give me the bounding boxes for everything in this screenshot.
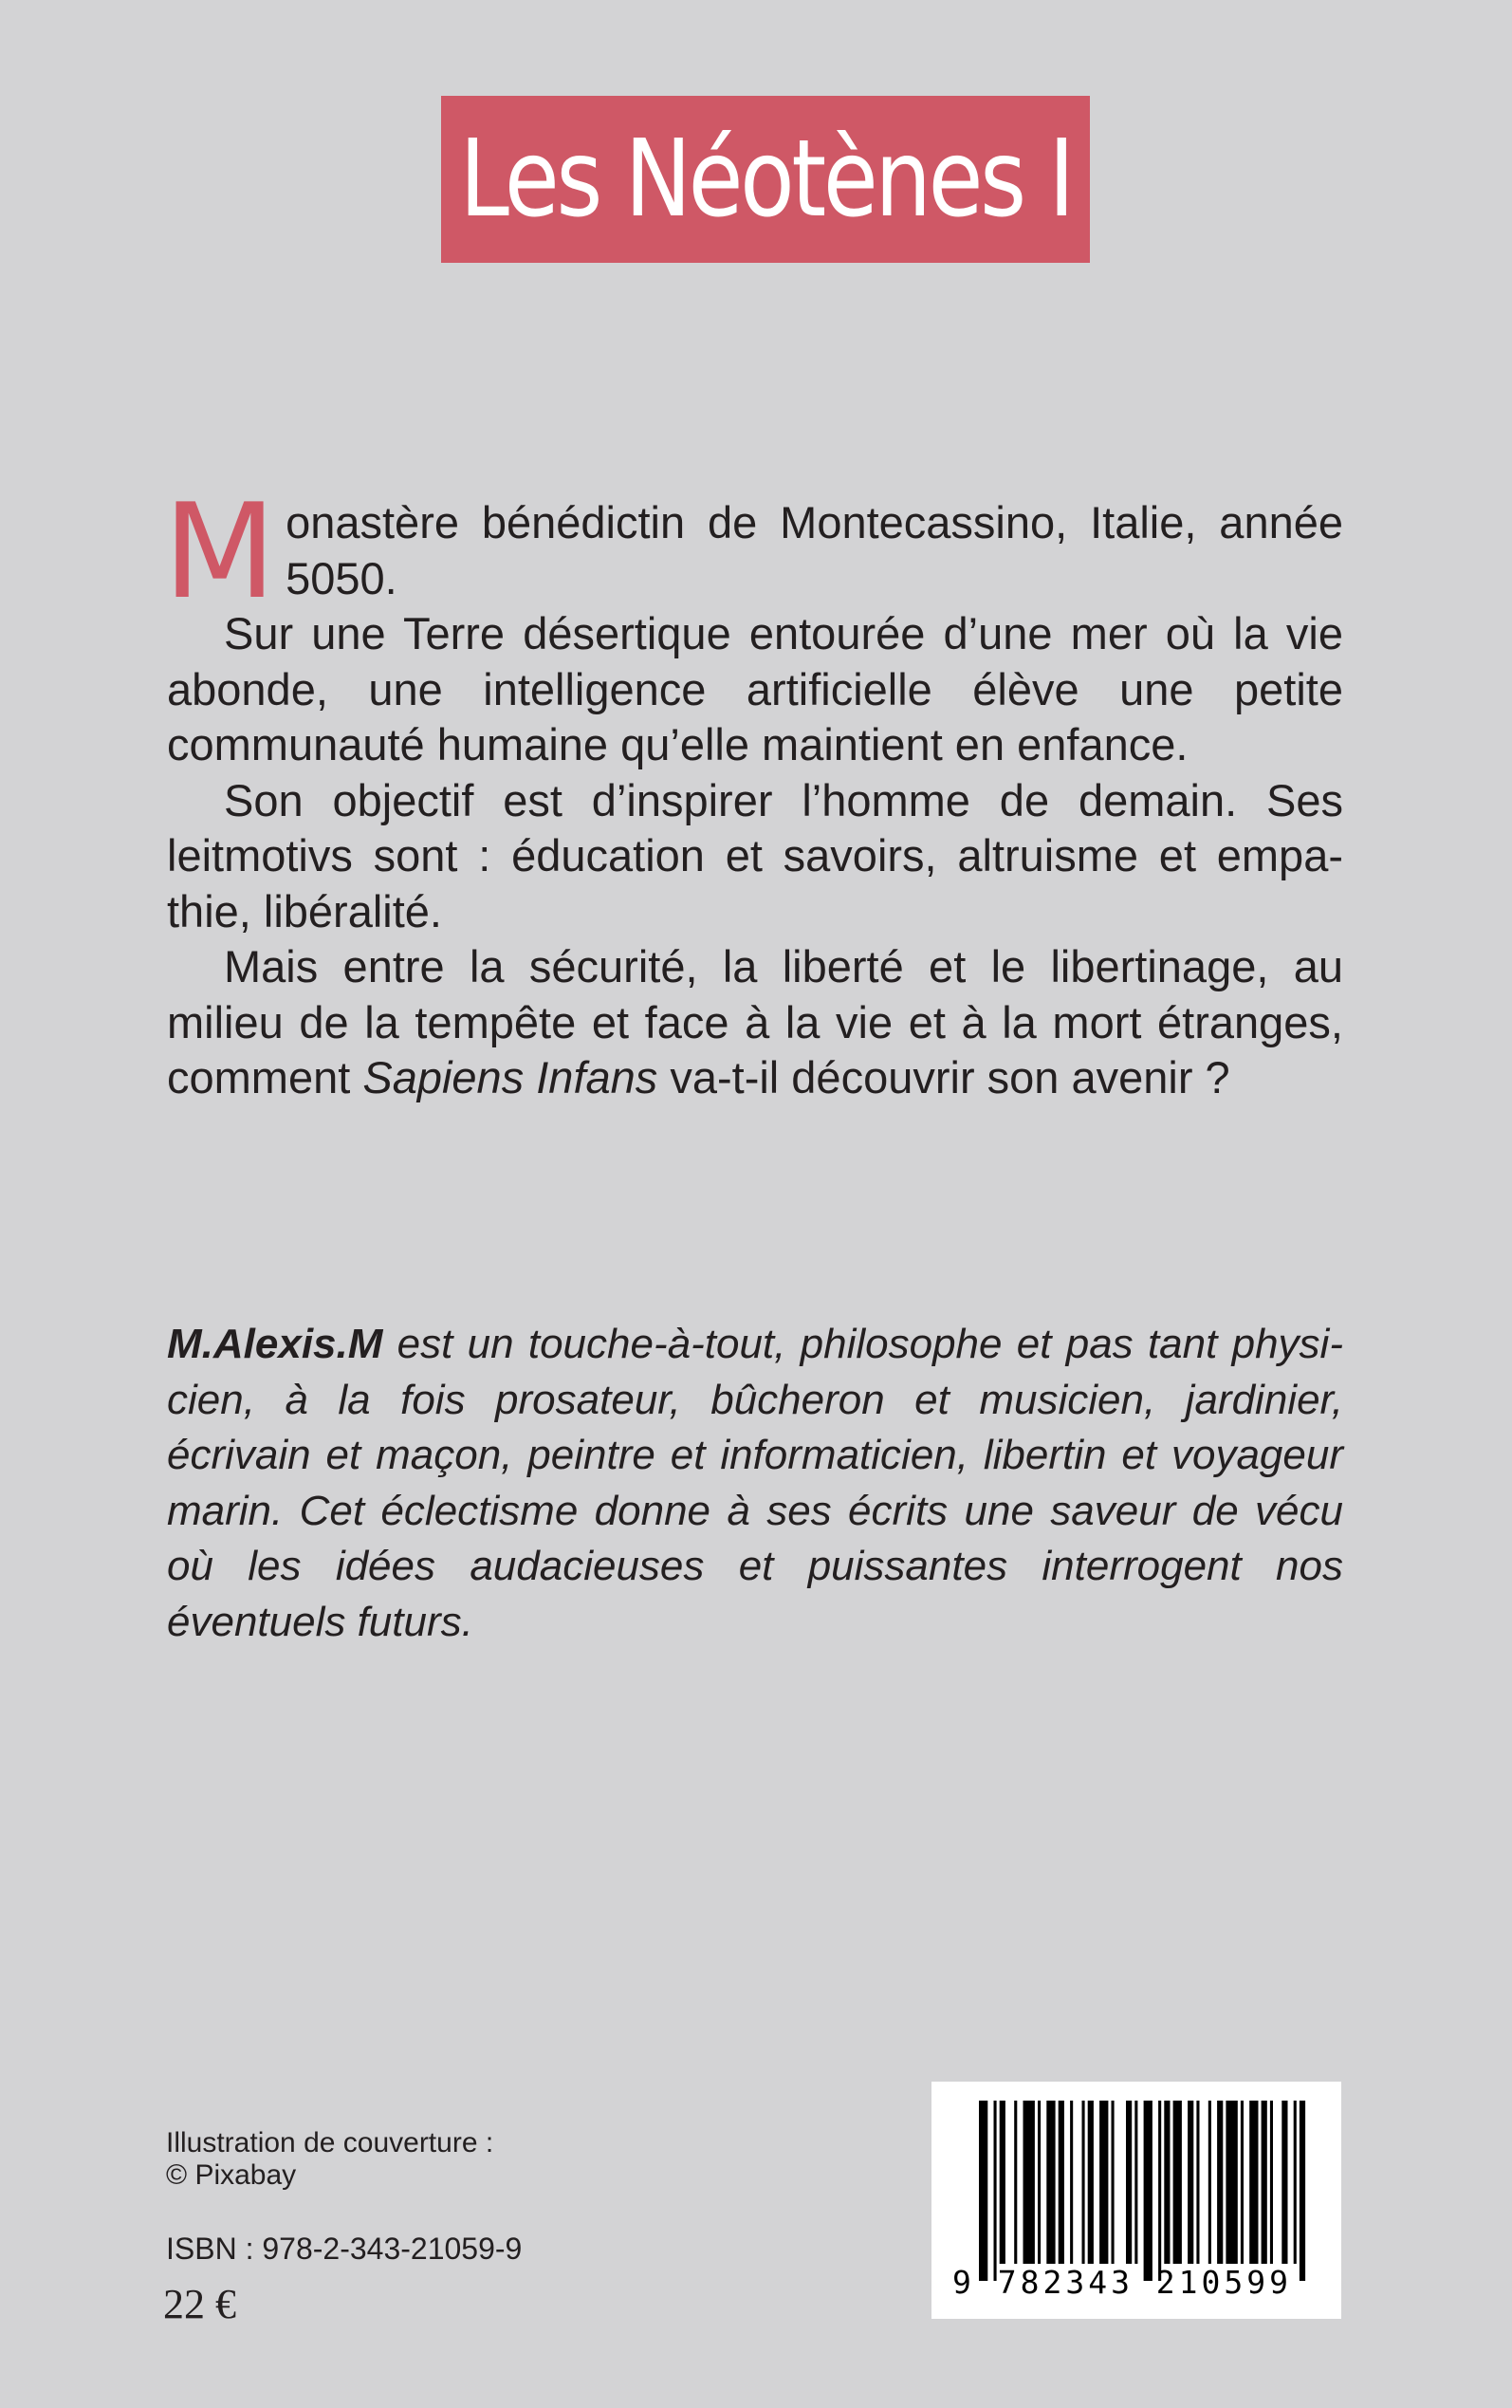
synopsis-paragraph-1-text: onastère bénédictin de Montecassino, Italie, année 5050. [286, 497, 1343, 603]
title-banner [441, 96, 1090, 263]
barcode-bar [1088, 2101, 1094, 2264]
illustration-credits [166, 2127, 493, 2192]
synopsis-p4-end: va-t-il découvrir son avenir ? [657, 1052, 1230, 1102]
barcode-bar [1099, 2101, 1108, 2264]
barcode-bar [1196, 2101, 1199, 2264]
barcode-bar [1262, 2101, 1267, 2264]
barcode-bar [979, 2101, 987, 2281]
price: 22 € [163, 2281, 236, 2327]
synopsis [163, 475, 1343, 1106]
drop-cap: M [163, 475, 277, 628]
barcode-bar [1173, 2101, 1182, 2264]
barcode [931, 2082, 1341, 2319]
barcode-bar [1059, 2101, 1064, 2264]
barcode-bar [1300, 2101, 1305, 2281]
barcode-bar [1164, 2101, 1170, 2264]
synopsis-p4-italic: Sapiens Infans [362, 1052, 658, 1102]
synopsis-paragraph-1 [163, 475, 1343, 628]
synopsis-paragraph-4 [167, 939, 1343, 1106]
barcode-bar [1046, 2101, 1055, 2264]
synopsis-paragraph-3: Son objectif est d’inspirer l’homme de demain. Ses leitmotivs sont : éducation et savoirs, altruisme et empathie, libéralité. [167, 774, 1343, 936]
synopsis-p4-start: Mais entre la sécurité, la liberté et le libertinage, au milieu de la tempête et face à la vie et à la mort étranges, comment [167, 941, 1343, 1102]
barcode-bar [1158, 2101, 1161, 2281]
barcode-bar [1023, 2101, 1035, 2264]
barcode-bar [1144, 2101, 1152, 2281]
author-name: M.Alexis.M [167, 1321, 383, 1367]
barcode-bar [1208, 2101, 1211, 2264]
barcode-bar [1270, 2101, 1273, 2264]
barcode-bar [1226, 2101, 1237, 2264]
author-bio-text: est un touche-à-tout, philosophe et pas tant physicien, à la fois prosateur, bûcheron et musicien, jardinier, écrivain et maçon, peintre et informaticien, libertin et voyageur marin. Cet éclectisme donne à ses écrits une saveur de vécu où les idées audacieuses et puissantes interrogent nos éventuels futurs. [167, 1321, 1343, 1645]
barcode-bar [1282, 2101, 1287, 2264]
barcode-bar [1249, 2101, 1258, 2264]
credits-source: © Pixabay [166, 2159, 297, 2191]
author-bio [167, 1317, 1343, 1650]
barcode-bar [1294, 2101, 1297, 2264]
barcode-bar [1112, 2101, 1115, 2264]
barcode-bar [1082, 2101, 1085, 2264]
barcode-digits: 9 782343 210599 [952, 2264, 1293, 2301]
barcode-bar [1188, 2101, 1193, 2264]
book-title: Les Néotènes I [459, 118, 1072, 241]
barcode-bar [994, 2101, 997, 2281]
barcode-bar [1126, 2101, 1132, 2264]
barcode-bar [1014, 2101, 1017, 2264]
isbn: ISBN : 978-2-343-21059-9 [166, 2232, 523, 2266]
barcode-bar [1217, 2101, 1223, 2264]
credits-label: Illustration de couverture : [166, 2127, 494, 2158]
barcode-bar [1038, 2101, 1041, 2264]
barcode-bar [1241, 2101, 1244, 2264]
barcode-bar [1000, 2101, 1005, 2264]
barcode-bar [1070, 2101, 1073, 2264]
barcode-bar [1134, 2101, 1137, 2264]
synopsis-paragraph-2: Sur une Terre désertique entourée d’une mer où la vie abonde, une intelligence artificielle élève une petite communauté humaine qu’elle maintient en enfance. [167, 608, 1343, 769]
